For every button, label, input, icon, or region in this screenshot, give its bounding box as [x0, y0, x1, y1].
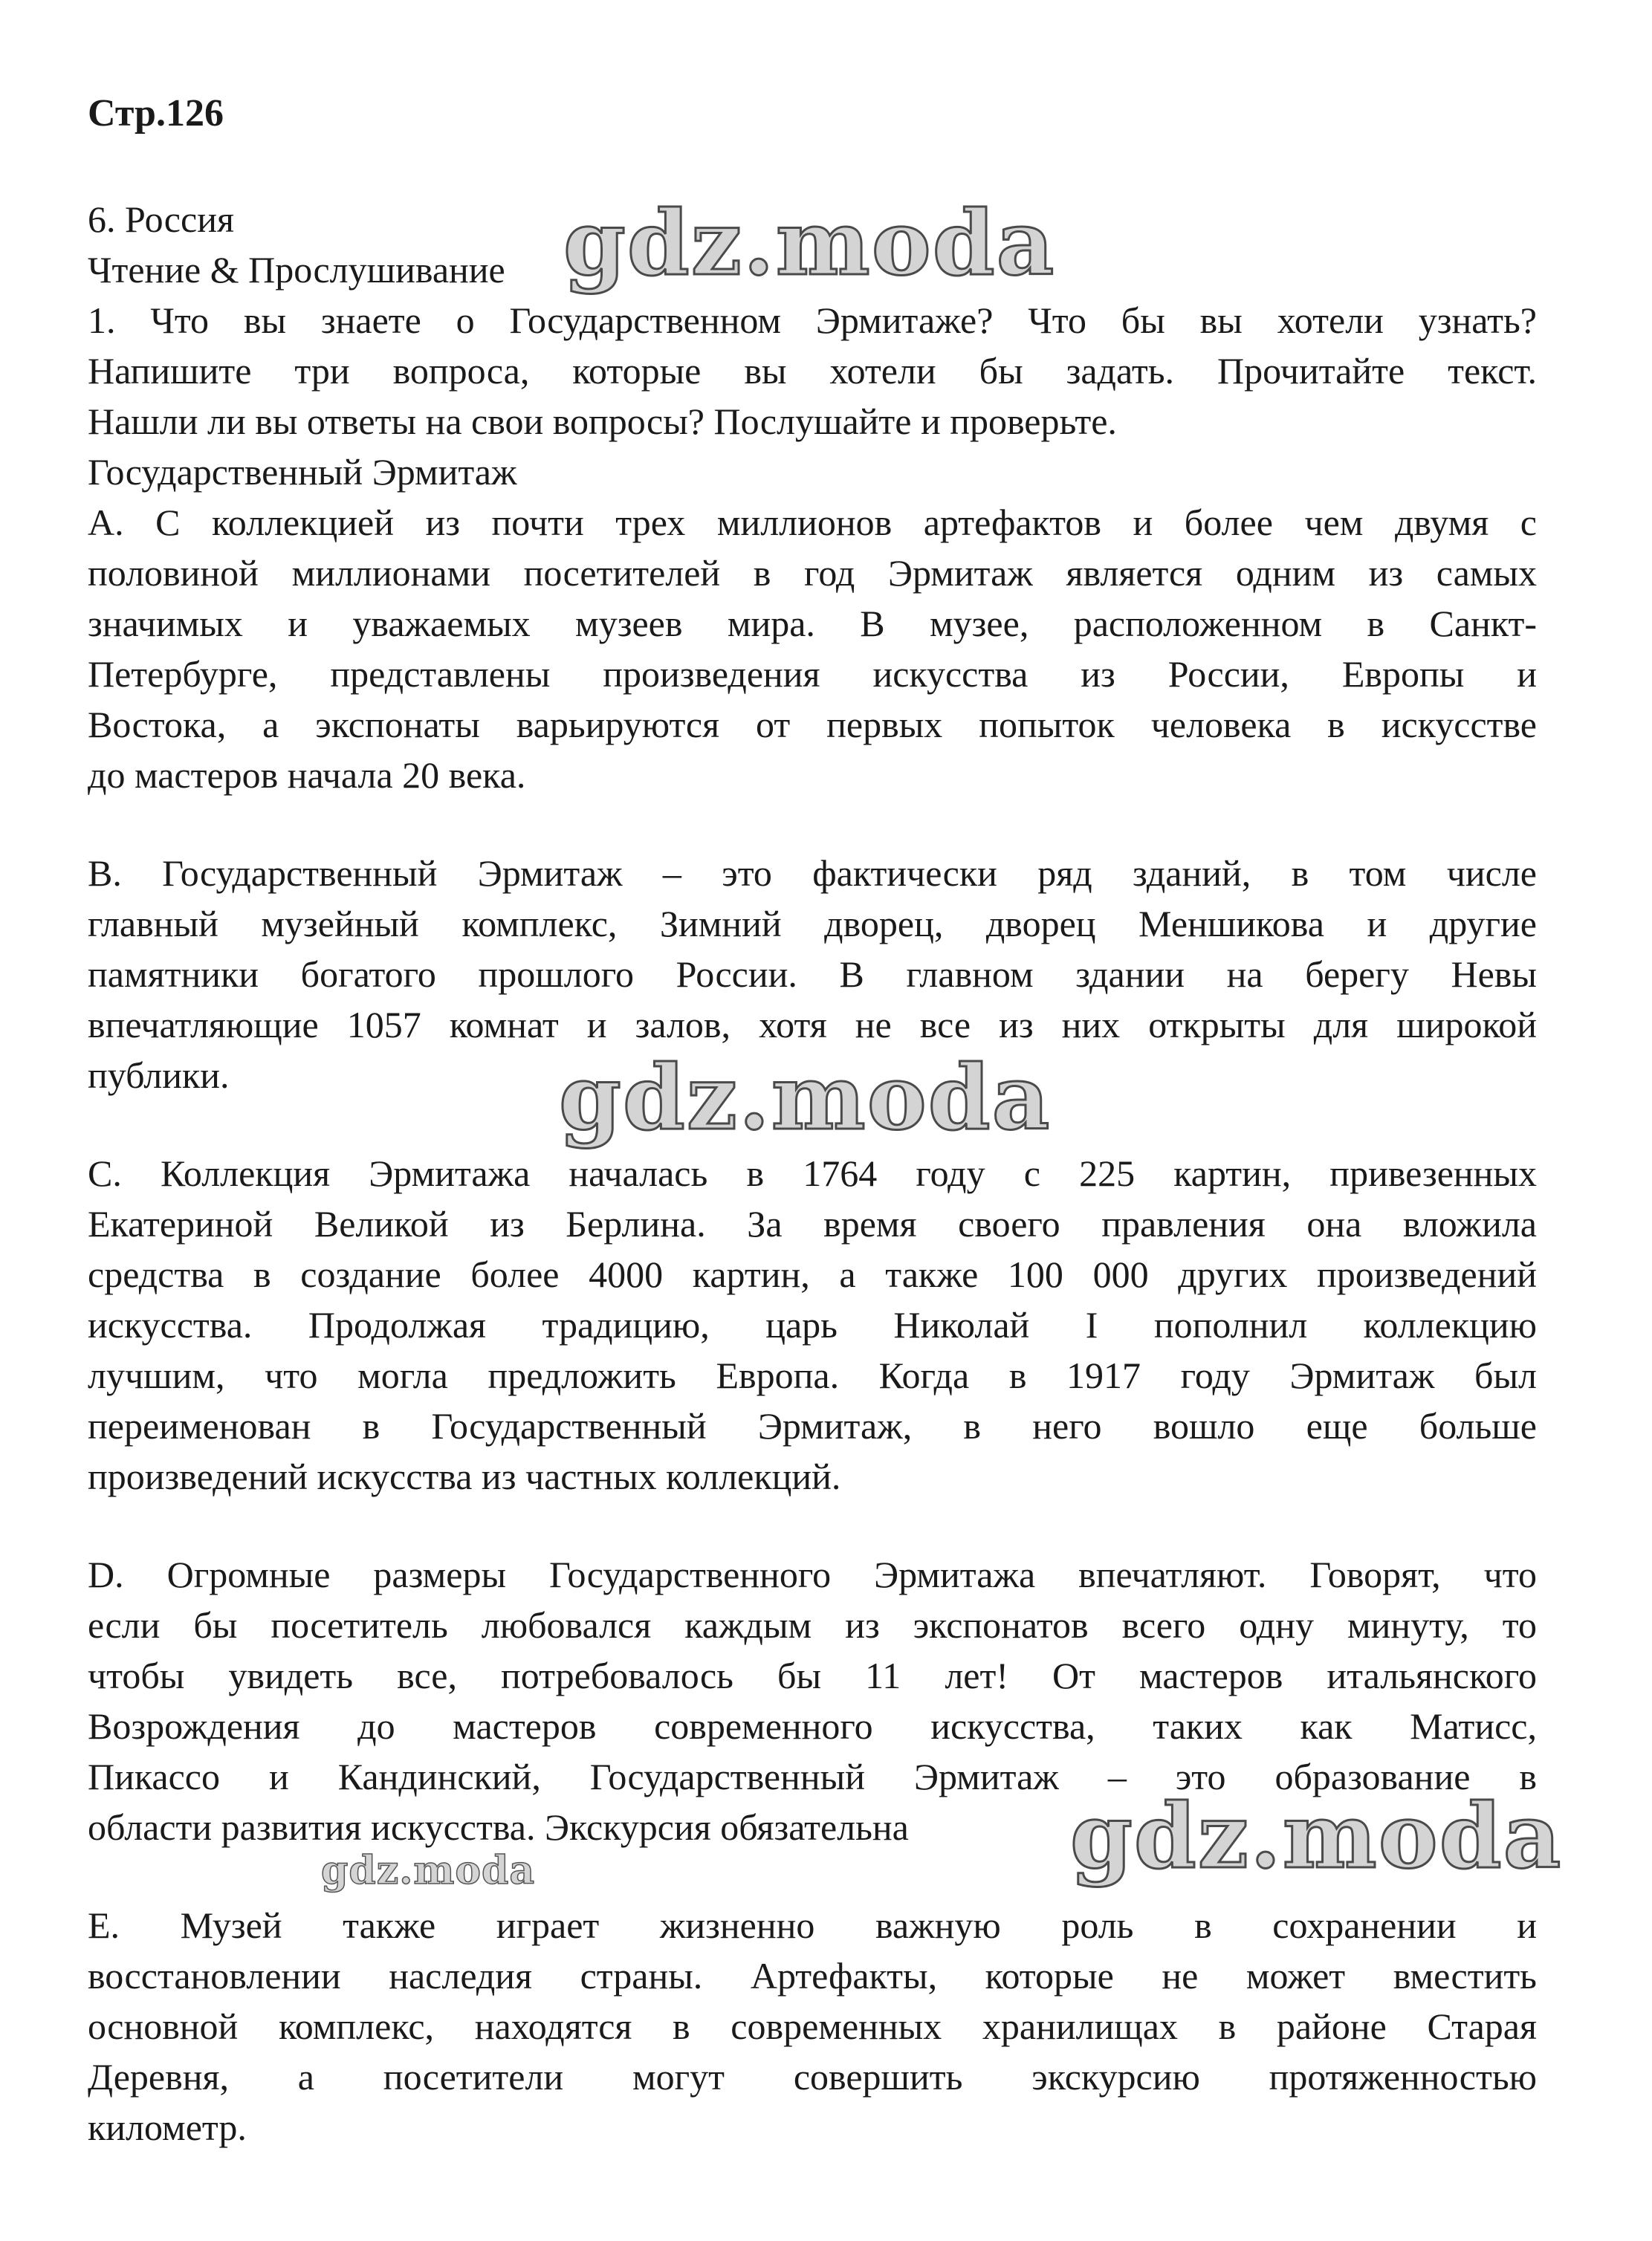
paragraph-a-line: значимых и уважаемых музеев мира. В музее, расположенном в Санкт- [88, 603, 1537, 644]
paragraph-a-line: А. С коллекцией из почти трех миллионов артефактов и более чем двумя с [88, 502, 1537, 543]
paragraph-a-line: Петербурге, представлены произведения искусства из России, Европы и [88, 653, 1537, 695]
paragraph-d-line: Возрождения до мастеров современного искусства, таких как Матисс, [88, 1705, 1537, 1747]
paragraph-a-line: Востока, а экспонаты варьируются от первых попыток человека в искусстве [88, 704, 1537, 745]
page-number-label: Стр.126 [88, 92, 224, 134]
paragraph-c-line: переименован в Государственный Эрмитаж, в него вошло еще больше [88, 1405, 1537, 1447]
paragraph-b-line: публики. [88, 1054, 230, 1096]
paragraph-c-line: средства в создание более 4000 картин, а также 100 000 других произведений [88, 1254, 1537, 1295]
watermark-logo: gdz.moda [1070, 1784, 1563, 1889]
task-line: Напишите три вопроса, которые вы хотели бы задать. Прочитайте текст. [88, 350, 1537, 392]
paragraph-c-line: C. Коллекция Эрмитажа началась в 1764 году с 225 картин, привезенных [88, 1152, 1537, 1194]
paragraph-c-line: Екатериной Великой из Берлина. За время своего правления она вложила [88, 1203, 1537, 1245]
text-title: Государственный Эрмитаж [88, 451, 517, 493]
paragraph-b-line: B. Государственный Эрмитаж – это фактически ряд зданий, в том числе [88, 852, 1537, 894]
paragraph-a-line: половиной миллионами посетителей в год Эрмитаж является одним из самых [88, 552, 1537, 594]
paragraph-e-line: километр. [88, 2107, 247, 2148]
paragraph-e-line: основной комплекс, находятся в современных хранилищах в районе Старая [88, 2005, 1537, 2047]
paragraph-e-line: E. Музей также играет жизненно важную роль в сохранении и [88, 1904, 1537, 1946]
section-title: Чтение & Прослушивание [88, 249, 505, 291]
watermark-logo: gdz.moda [563, 191, 1056, 296]
paragraph-d-line: области развития искусства. Экскурсия обязательна [88, 1806, 909, 1848]
paragraph-b-line: главный музейный комплекс, Зимний дворец, дворец Меншикова и другие [88, 903, 1537, 944]
paragraph-b-line: впечатляющие 1057 комнат и залов, хотя не все из них открыты для широкой [88, 1004, 1537, 1045]
paragraph-d-line: чтобы увидеть все, потребовалось бы 11 лет! От мастеров итальянского [88, 1655, 1537, 1696]
paragraph-c-line: произведений искусства из частных коллекций. [88, 1456, 841, 1497]
watermark-logo: gdz.moda [321, 1848, 536, 1893]
task-line: 1. Что вы знаете о Государственном Эрмитаже? Что бы вы хотели узнать? [88, 299, 1537, 341]
paragraph-a-line: до мастеров начала 20 века. [88, 754, 526, 796]
paragraph-c-line: лучшим, что могла предложить Европа. Когда в 1917 году Эрмитаж был [88, 1355, 1537, 1396]
paragraph-e-line: восстановлении наследия страны. Артефакты, которые не может вместить [88, 1955, 1537, 1997]
paragraph-e-line: Деревня, а посетители могут совершить экскурсию протяженностью [88, 2056, 1537, 2098]
task-line: Нашли ли вы ответы на свои вопросы? Послушайте и проверьте. [88, 400, 1117, 442]
paragraph-d-line: если бы посетитель любовался каждым из экспонатов всего одну минуту, то [88, 1604, 1537, 1646]
paragraph-c-line: искусства. Продолжая традицию, царь Николай I пополнил коллекцию [88, 1304, 1537, 1346]
watermark-logo: gdz.moda [559, 1045, 1052, 1150]
paragraph-b-line: памятники богатого прошлого России. В главном здании на берегу Невы [88, 953, 1537, 995]
paragraph-d-line: Пикассо и Кандинский, Государственный Эрмитаж – это образование в [88, 1756, 1537, 1797]
paragraph-d-line: D. Огромные размеры Государственного Эрмитажа впечатляют. Говорят, что [88, 1554, 1537, 1595]
unit-title: 6. Россия [88, 198, 234, 240]
